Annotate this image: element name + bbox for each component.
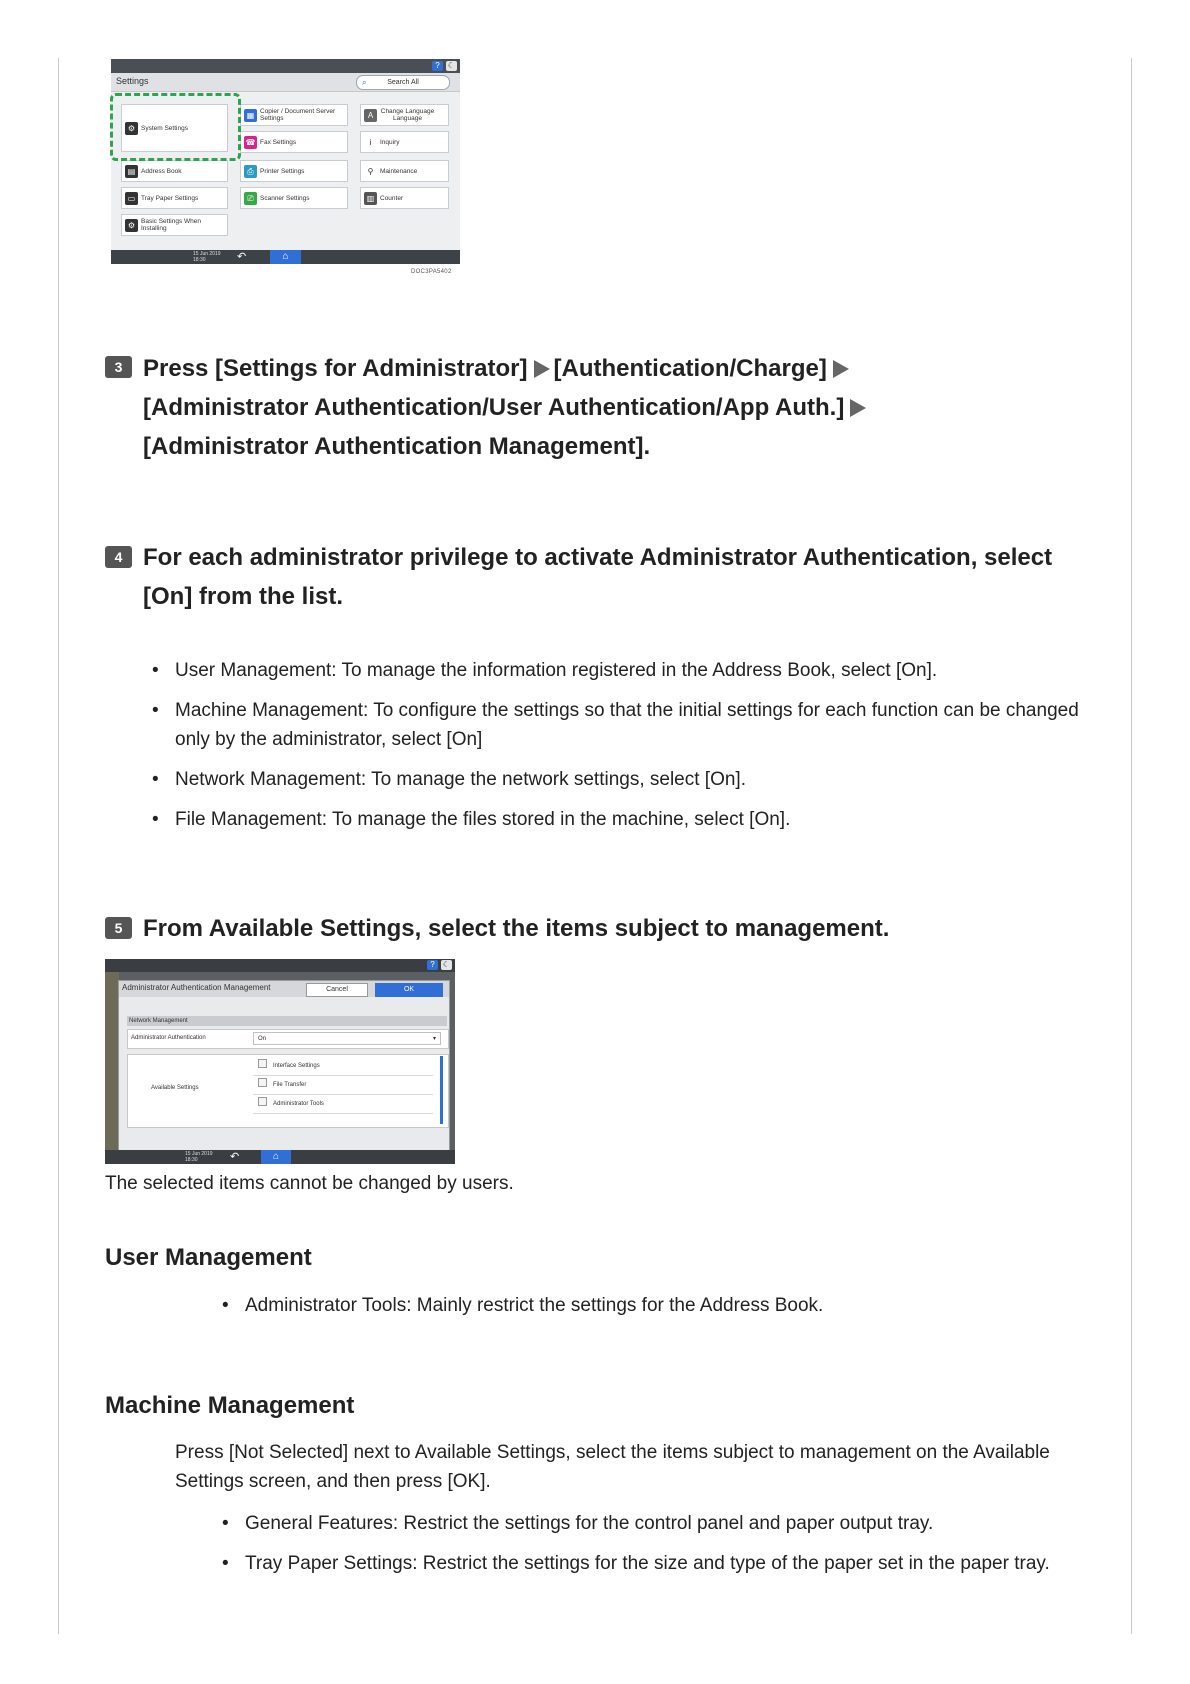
arrow-right-icon: [850, 399, 866, 417]
tray-paper-icon: ▭: [125, 192, 138, 205]
list-item: • Machine Management: To configure the settings so that the initial settings for each function can be changed only by the administrator, select [On]: [175, 696, 1095, 754]
checkbox-option: File Transfer: [253, 1076, 433, 1095]
select-field: On ▾: [253, 1032, 441, 1045]
maintenance-icon: ⚲: [364, 165, 377, 178]
screen-title: Settings: [116, 76, 149, 86]
menu-item-inquiry: i Inquiry: [360, 131, 449, 153]
figure-code: DOC3PA5402: [411, 269, 452, 275]
scanner-icon: ⎚: [244, 192, 257, 205]
menu-item-scanner: ⎚ Scanner Settings: [240, 187, 348, 209]
arrow-right-icon: [534, 360, 550, 378]
moon-icon: ☾: [447, 61, 456, 70]
step-3: [105, 349, 1105, 466]
help-icon: ?: [427, 960, 438, 970]
cancel-button: Cancel: [306, 983, 368, 997]
list-item: • User Management: To manage the information registered in the Address Book, select [On].: [175, 656, 1095, 685]
menu-item-copier: ▦ Copier / Document Server Settings: [240, 104, 348, 126]
screen-datetime: 15 Jun 2019 18:30: [193, 251, 221, 263]
back-icon: ↶: [237, 251, 247, 263]
menu-item-address-book: ▤ Address Book: [121, 160, 228, 182]
fax-icon: ☎: [245, 137, 256, 147]
help-icon: ?: [432, 61, 443, 71]
language-icon: A: [364, 109, 377, 122]
menu-item-fax: ☎ Fax Settings: [240, 131, 348, 153]
note-text: The selected items cannot be changed by users.: [105, 1173, 514, 1194]
page-left-rule: [58, 58, 59, 1634]
user-management-list: [245, 1291, 1095, 1320]
setting-row: [127, 1029, 449, 1049]
screen-bottombar: [111, 250, 460, 264]
step-number-badge: 5: [105, 917, 132, 939]
settings-screenshot: [111, 59, 460, 264]
step-5-heading: From Available Settings, select the items subject to management.: [143, 915, 890, 942]
available-settings-row: [127, 1054, 449, 1128]
step-4-heading: For each administrator privilege to activate Administrator Authentication, select [On] from the list.: [143, 544, 1053, 610]
available-settings-label: Available Settings: [151, 1085, 199, 1091]
highlight-dashed-box: [110, 93, 241, 161]
moon-icon: ☾: [442, 960, 451, 969]
row-label: Administrator Authentication: [131, 1035, 206, 1041]
menu-item-basic-settings: ⚙ Basic Settings When Installing: [121, 214, 228, 236]
scrollbar: [440, 1056, 443, 1124]
background-screen: [105, 972, 119, 1152]
step-4-list: [175, 656, 1095, 834]
step-5: [105, 909, 1105, 948]
ok-button: OK: [375, 983, 443, 997]
menu-item-printer: ⎙ Printer Settings: [240, 160, 348, 182]
search-all-button: ⌕ Search All: [356, 75, 450, 90]
dialog-title-bar: [119, 981, 449, 997]
screen-datetime: 15 Jun 2019 18:30: [185, 1151, 213, 1163]
checkbox-option: Interface Settings: [253, 1057, 433, 1076]
printer-icon: ⎙: [244, 165, 257, 178]
basic-settings-icon: ⚙: [125, 219, 138, 232]
search-icon: ⌕: [362, 78, 367, 87]
inquiry-icon: i: [364, 136, 377, 149]
section-header: Network Management: [127, 1016, 447, 1026]
checkbox-icon: [258, 1078, 267, 1087]
counter-icon: ▥: [364, 192, 377, 205]
list-item: • General Features: Restrict the settings for the control panel and paper output tray.: [245, 1509, 1095, 1538]
page-right-rule: [1131, 58, 1132, 1634]
address-book-icon: ▤: [125, 165, 138, 178]
list-item: • Network Management: To manage the network settings, select [On].: [175, 765, 1095, 794]
home-icon: ⌂: [261, 1150, 291, 1164]
menu-item-system-settings: ⚙ System Settings: [121, 104, 228, 152]
home-icon: ⌂: [270, 250, 301, 264]
checkbox-icon: [258, 1097, 267, 1106]
machine-management-list: [245, 1509, 1095, 1578]
admin-auth-screenshot: [105, 959, 455, 1164]
list-item: • Tray Paper Settings: Restrict the settings for the size and type of the paper set in the paper tray.: [245, 1549, 1095, 1578]
menu-item-maintenance: ⚲ Maintenance: [360, 160, 449, 182]
menu-item-change-language: A Change Language Language: [360, 104, 449, 126]
copier-icon: ▦: [244, 109, 257, 122]
step-4: [105, 538, 1105, 616]
machine-management-heading: Machine Management: [105, 1392, 355, 1419]
checkbox-option: Administrator Tools: [253, 1095, 433, 1114]
screen-bottombar: [105, 1150, 455, 1164]
checkbox-icon: [258, 1059, 267, 1068]
menu-item-counter: ▥ Counter: [360, 187, 449, 209]
step-number-badge: 4: [105, 546, 132, 568]
screen-topbar: [111, 59, 460, 73]
dialog: [118, 980, 450, 1152]
back-icon: ↶: [230, 1151, 240, 1163]
chevron-down-icon: ▾: [432, 1036, 436, 1042]
screen-topbar: [105, 959, 455, 972]
screen-header: [111, 73, 460, 92]
step-3-heading: Press [Settings for Administrator] [Authentication/Charge] [Administrator Authentication/User Authentication/App Auth.] [Administrator Authentication Management].: [143, 349, 1105, 466]
step-number-badge: 3: [105, 356, 132, 378]
machine-management-intro: Press [Not Selected] next to Available Settings, select the items subject to management on the Available Settings screen, and then press [OK].: [175, 1442, 1050, 1492]
arrow-right-icon: [833, 360, 849, 378]
list-item: • File Management: To manage the files stored in the machine, select [On].: [175, 805, 1095, 834]
dialog-title: Administrator Authentication Management: [122, 983, 271, 992]
menu-item-tray-paper: ▭ Tray Paper Settings: [121, 187, 228, 209]
user-management-heading: User Management: [105, 1244, 312, 1271]
list-item: • Administrator Tools: Mainly restrict the settings for the Address Book.: [245, 1291, 1095, 1320]
system-settings-icon: ⚙: [125, 122, 138, 135]
